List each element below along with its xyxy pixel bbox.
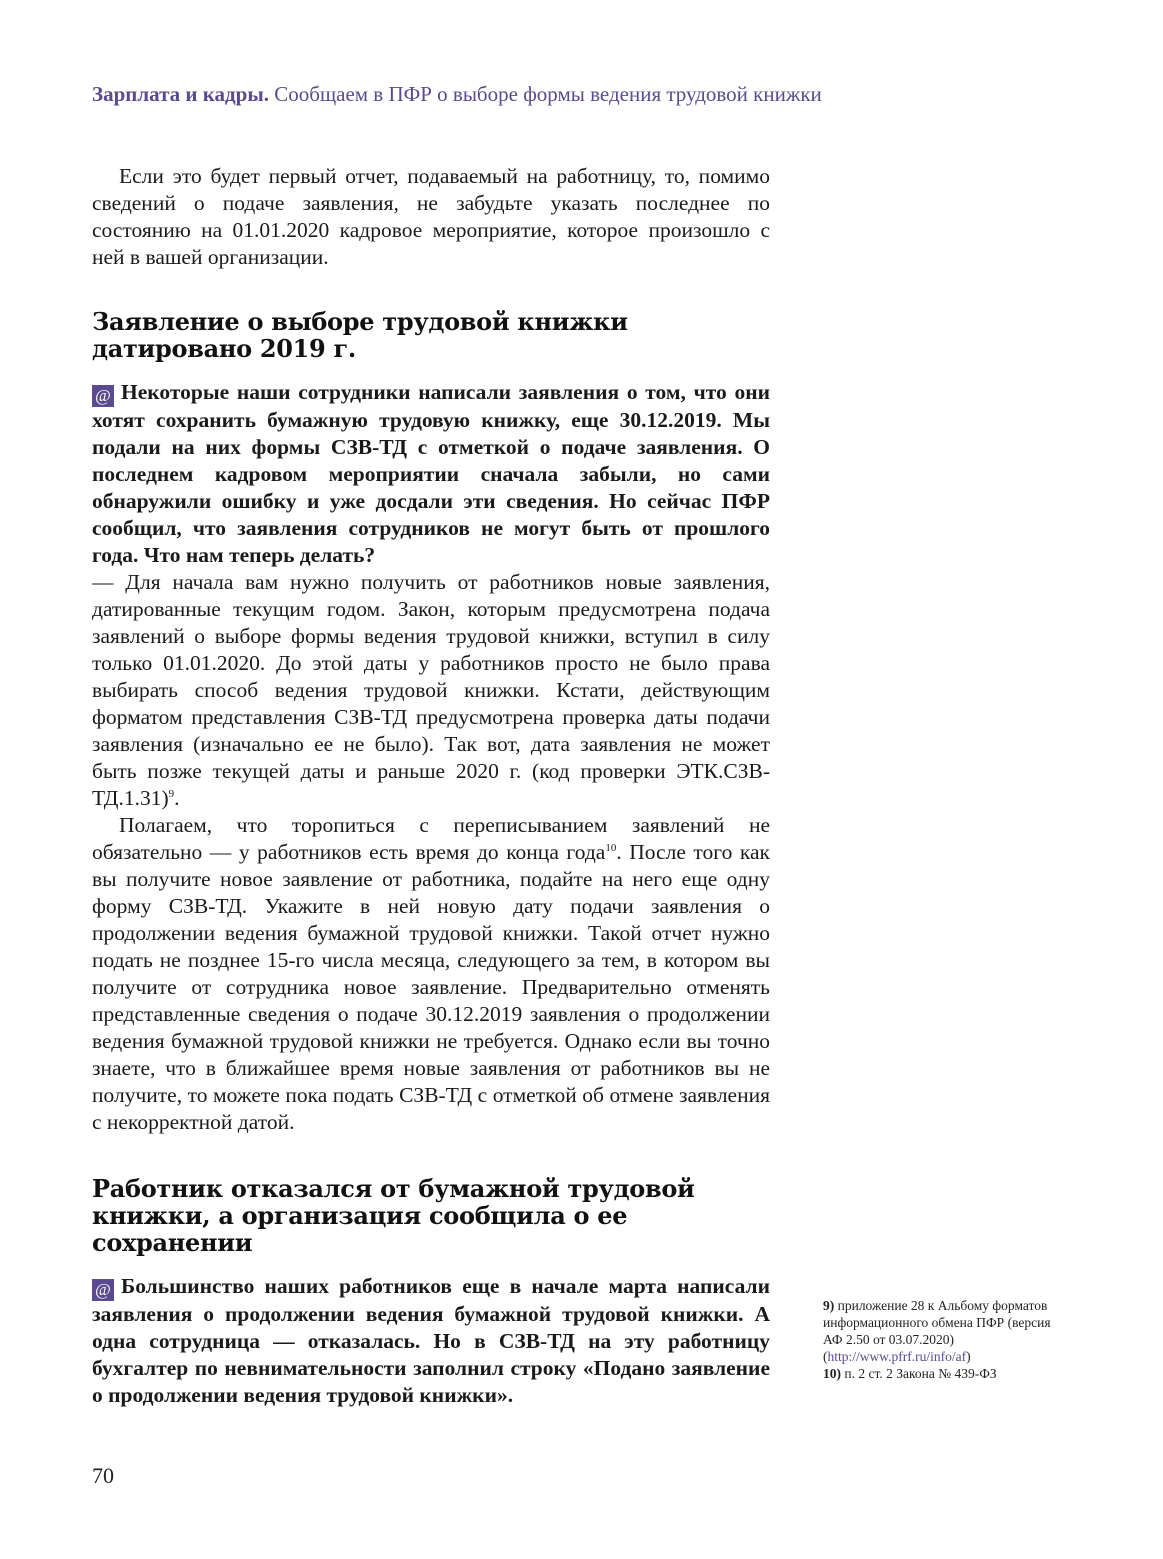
running-head-title: Сообщаем в ПФР о выборе формы ведения трудовой книжки	[274, 82, 822, 106]
answer-part1-end: .	[174, 786, 180, 810]
section1-heading-line1: Заявление о выборе трудовой книжки	[92, 307, 628, 336]
footnote-text: приложение 28 к Альбому форматов информационного обмена ПФР (версия АФ 2.50 от 03.07.2020)	[823, 1298, 1051, 1347]
section1-heading-line2: датировано 2019 г.	[92, 334, 356, 363]
running-head	[92, 82, 822, 107]
page-number: 70	[92, 1463, 114, 1488]
answer-part1-text: — Для начала вам нужно получить от работников новые заявления, датированные текущим годом. Закон, которым предусмотрена подача заявлений о выборе формы ведения трудовой книжки, вступил в силу только 01.01.2020. До этой даты у работников просто не было права выбирать способ ведения трудовой книжки. Кстати, действующим форматом представления СЗВ-ТД предусмотрена проверка даты подачи заявления (изначально ее не было). Так вот, дата заявления не может быть позже текущей даты и раньше 2020 г. (код проверки ЭТК.СЗВ-ТД.1.31)	[92, 570, 770, 810]
answer-part2-text-a: Полагаем, что торопиться с переписыванием заявлений не обязательно — у работников есть время до конца года	[92, 813, 770, 864]
footnote-ref-10[interactable]: 10	[605, 841, 617, 854]
section1-answer-part2	[92, 812, 770, 1136]
answer-part2-text-b: . После того как вы получите новое заявление от работника, подайте на него еще одну форму СЗВ-ТД. Укажите в ней новую дату подачи заявления о продолжении ведения бумажной трудовой книжки. Такой отчет нужно подать не позднее 15-го числа месяца, следующего за тем, в котором вы получите от сотрудника новое заявление. Предварительно отменять представленные сведения о подаче 30.12.2019 заявления о продолжении ведения бумажной трудовой книжки не требуется. Однако если вы точно знаете, что в ближайшее время новые заявления от работников вы не получите, то можете пока подать СЗВ-ТД с отметкой об отмене заявления с некорректной датой.	[92, 840, 770, 1134]
intro-block	[92, 163, 770, 271]
section1-question	[92, 379, 770, 569]
section2-heading-line1: Работник отказался от бумажной трудовой	[92, 1174, 695, 1203]
footnote-link[interactable]: http://www.pfrf.ru/info/af	[827, 1349, 967, 1364]
footnote-ref-9[interactable]: 9	[168, 787, 175, 800]
footnotes-sidebar	[823, 1297, 1053, 1382]
section1-answer-part1	[92, 569, 770, 812]
section1-question-text: Некоторые наши сотрудники написали заявления о том, что они хотят сохранить бумажную трудовую книжку, еще 30.12.2019. Мы подали на них формы СЗВ-ТД с отметкой о подаче заявления. О последнем кадровом мероприятии сначала забыли, но сами обнаружили ошибку и уже досдали эти сведения. Но сейчас ПФР сообщил, что заявления сотрудников не могут быть от прошлого года. Что нам теперь делать?	[92, 380, 770, 567]
running-head-section: Зарплата и кадры.	[92, 82, 270, 106]
section2-heading-line3: сохранении	[92, 1228, 253, 1257]
footnote-9	[823, 1297, 1053, 1365]
at-icon: @	[92, 385, 114, 407]
section2-heading	[92, 1175, 770, 1256]
section1-body	[92, 379, 770, 1136]
section2-question	[92, 1273, 770, 1409]
footnote-text: п. 2 ст. 2 Закона № 439-ФЗ	[844, 1366, 997, 1381]
section2-heading-line2: книжки, а организация сообщила о ее	[92, 1201, 628, 1230]
footnote-number: 9)	[823, 1298, 835, 1313]
intro-paragraph: Если это будет первый отчет, подаваемый на работницу, то, помимо сведений о подаче заявления, не забудьте указать последнее по состоянию на 01.01.2020 кадровое мероприятие, которое произошло с ней в вашей организации.	[92, 164, 770, 269]
footnote-10	[823, 1365, 1053, 1382]
paren-close: )	[966, 1349, 971, 1364]
section2-question-text: Большинство наших работников еще в начале марта написали заявления о продолжении ведения бумажной трудовой книжки. А одна сотрудница — отказалась. Но в СЗВ-ТД на эту работницу бухгалтер по невнимательности заполнил строку «Подано заявление о продолжении ведения трудовой книжки».	[92, 1274, 770, 1407]
section2-body	[92, 1273, 770, 1409]
footnote-number: 10)	[823, 1366, 841, 1381]
section1-heading	[92, 308, 770, 362]
at-icon: @	[92, 1279, 114, 1301]
paren-open: (	[823, 1349, 828, 1364]
